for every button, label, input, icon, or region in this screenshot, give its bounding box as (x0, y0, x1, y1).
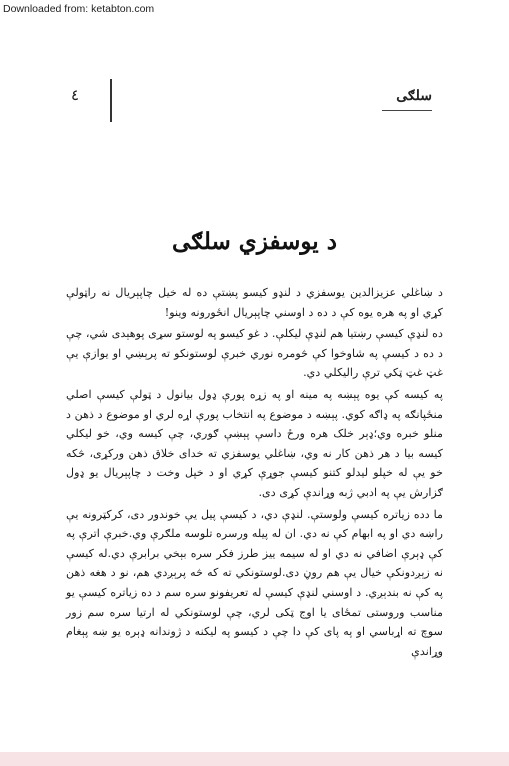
paragraph: د ښاغلي عزیزالدین یوسفزي د لنډو کیسو پښتې ده له خیل چاپېریال نه راټولې کړي او په هره یوه کې د ده د اوسني چاپېریال انځورونه وینو! (66, 286, 443, 319)
body-text (66, 283, 443, 661)
running-header-title: سلګی (382, 88, 432, 111)
paragraph: په کیسه کې یوه پېښه په مینه او په زړه پورې ډول بیانول د ټولې کیسې اصلي منځپانګه په ډاګه کوي. پېښه د موضوع په انتخاب پورې اړه لري او موضوع د ذهن د منلو خبره وي؛ډېر خلک هره ورځ داسې پېښې ګوري، چې کیسه وي، خو لیکلي کیسه بیا د هر ذهن کار نه وي، ښاغلي یوسفزي ته خدای خلاق ذهن ورکړی، څکه خو یې له خپلو لیدلو کتنو کیسې جوړې کړي او د خپل وخت د چاپېریال یو ډول ګزارش یې په ادبي ژبه وړاندې کړی دی. (66, 387, 443, 499)
page-bottom-band (0, 752, 509, 766)
paragraph: ما دده زیاتره کیسې ولوستې. لنډې دي، د کیسې پیل یې خوندور دی، کرکټرونه یې راښه دي او په ابهام کې نه دي. ان له پیله ورسره تلوسه ملګرې وي.خبرې اترې په کې ډېرې اضافي نه دي او له سیمه ییز طرز فکر سره بېخي برابرې دي.له کیسې نه زېږدونکې خیال یې هم روڼ دی.لوستونکي ته که څه پرېږدي هم، نو د هغه ذهن په کې نه بندېږي. د اوسني لنډې کیسې له تعریفونو سره سم د ده زیاتره کیسې یو مناسب وروستی تمځای یا اوج ټکی لري، چې لوستونکي له ارتیا سره سم زور سوچ ته اړباسي او په پای کې دا چې د کیسو په لیکنه د ژوندانه ډېره یو ښه پېغام وړاندې (66, 507, 443, 658)
chapter-title: د یوسفزي سلګی (172, 228, 337, 255)
paragraph: ده لنډې کیسې رښتیا هم لنډې لیکلې. د غو کیسو په لوستو سړی پوهېدی شي، چې د ده د کیسې په شاوخوا کې څومره نوري خبرې لوستونکو ته پرېښي او یوازې یې غټ غټ ټکي ترې رالیکلي دي. (66, 327, 443, 380)
download-source-note: Downloaded from: ketabton.com (3, 3, 155, 15)
page-number: ٤ (71, 86, 80, 104)
header-divider (110, 79, 112, 122)
